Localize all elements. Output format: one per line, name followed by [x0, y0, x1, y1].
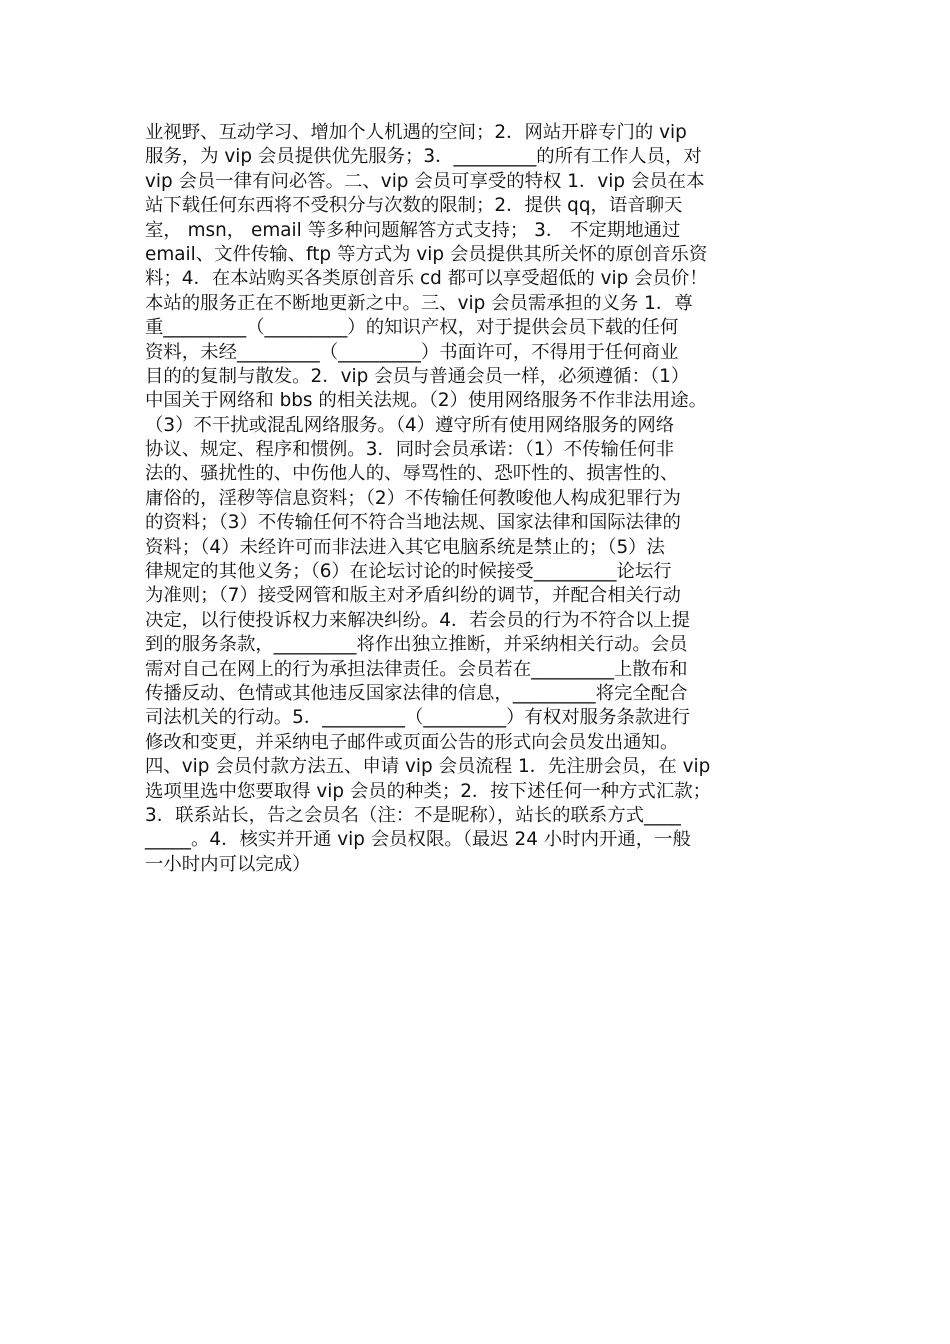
text-line: 为准则；（7）接受网管和版主对矛盾纠纷的调节，并配合相关行动: [145, 585, 681, 607]
text-line: 庸俗的，淫秽等信息资料；（2）不传输任何教唆他人构成犯罪行为: [145, 487, 681, 509]
text-line: 法的、骚扰性的、中伤他人的、辱骂性的、恐吓性的、损害性的、: [145, 463, 679, 485]
document-body: [145, 121, 825, 877]
text-line: 资料，未经_________（_________）书面许可，不得用于任何商业: [145, 341, 679, 363]
text-line: 传播反动、色情或其他违反国家法律的信息，_________将完全配合: [145, 682, 688, 704]
text-line: 3．联系站长，告之会员名（注：不是昵称），站长的联系方式____: [145, 804, 681, 826]
text-line: 业视野、互动学习、增加个人机遇的空间；2．网站开辟专门的 vip: [145, 122, 687, 143]
text-line: 目的的复制与散发。2．vip 会员与普通会员一样，必须遵循：（1）: [145, 365, 690, 387]
text-line: 资料；（4）未经许可而非法进入其它电脑系统是禁止的；（5）法: [145, 536, 665, 558]
text-line: 站下载任何东西将不受积分与次数的限制；2．提供 qq，语音聊天: [145, 195, 683, 217]
text-line: 需对自己在网上的行为承担法律责任。会员若在_________上散布和: [145, 658, 688, 680]
text-line: 律规定的其他义务；（6）在论坛讨论的时候接受_________论坛行: [145, 561, 672, 583]
text-line: 到的服务条款，_________将作出独立推断，并采纳相关行动。会员: [145, 634, 688, 656]
text-line: 四、vip 会员付款方法五、申请 vip 会员流程 1．先注册会员，在 vip: [145, 756, 711, 778]
text-line: 司法机关的行动。5．_________（_________）有权对服务条款进行: [145, 707, 691, 729]
text-line: 料；4．在本站购买各类原创音乐 cd 都可以享受超低的 vip 会员价！: [145, 268, 708, 290]
text-line: 中国关于网络和 bbs 的相关法规。（2）使用网络服务不作非法用途。: [145, 390, 708, 412]
text-line: 修改和变更，并采纳电子邮件或页面公告的形式向会员发出通知。: [145, 731, 679, 753]
text-line: 一小时内可以完成）: [145, 853, 311, 875]
text-line: _____。4．核实并开通 vip 会员权限。（最迟 24 小时内开通，一般: [145, 829, 691, 851]
text-line: 选项里选中您要取得 vip 会员的种类；2．按下述任何一种方式汇款；: [145, 780, 711, 802]
text-line: 的资料；（3）不传输任何不符合当地法规、国家法律和国际法律的: [145, 512, 681, 534]
text-line: 重_________（_________）的知识产权，对于提供会员下载的任何: [145, 317, 679, 339]
text-line: 本站的服务正在不断地更新之中。三、vip 会员需承担的义务 1．尊: [145, 292, 693, 314]
text-line: 室， msn， email 等多种问题解答方式支持； 3． 不定期地通过: [145, 219, 681, 241]
text-line: vip 会员一律有问必答。二、vip 会员可享受的特权 1．vip 会员在本: [145, 170, 705, 192]
text-line: 决定，以行使投诉权力来解决纠纷。4．若会员的行为不符合以上提: [145, 609, 691, 631]
text-line: email、文件传输、ftp 等方式为 vip 会员提供其所关怀的原创音乐资: [145, 243, 708, 265]
text-line: 协议、规定、程序和惯例。3．同时会员承诺：（1）不传输任何非: [145, 439, 675, 461]
text-line: （3）不干扰或混乱网络服务。（4）遵守所有使用网络服务的网络: [145, 414, 675, 436]
text-line: 服务，为 vip 会员提供优先服务；3．_________的所有工作人员，对: [145, 146, 702, 168]
